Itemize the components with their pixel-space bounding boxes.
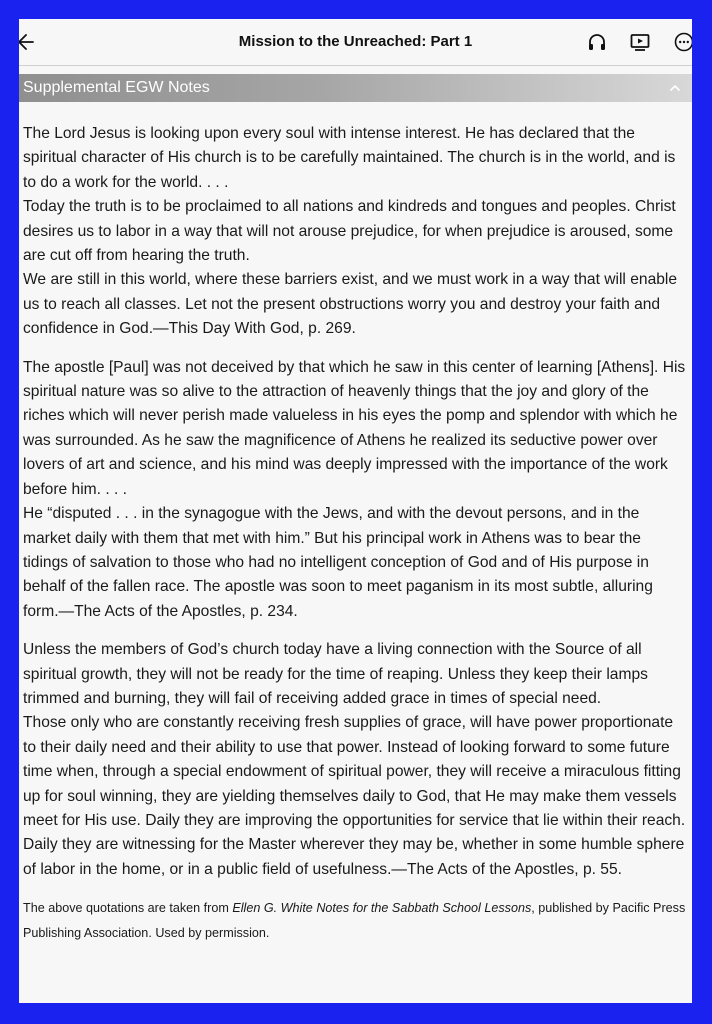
footnote-suffix: , published by Pacific Press Publishing Association. Used by permission. bbox=[23, 901, 686, 941]
footnote-book-title: Ellen G. White Notes for the Sabbath School Lessons bbox=[232, 901, 532, 916]
paragraph: Unless the members of God’s church today have a living connection with the Source of all spiritual growth, they will not be ready for the time of reaping. Unless they keep their lamps trimmed and burning, they will fail of receiving added grace in times of special need. Those only who are constantly receiving fresh supplies of grace, will have power proportionate to their daily need and their ability to use that power. Instead of looking forward to some future time when, through a special endowment of spiritual power, they will receive a miraculous fitting up for soul winning, they are yielding themselves daily to God, that He may make them vessels meet for His use. Daily they are improving the opportunities for service that lie within their reach. Daily they are witnessing for the Master wherever they may be, whether in some humble sphere of labor in the home, or in a public field of usefulness.—The Acts of the Apostles, p. 55. bbox=[23, 641, 686, 878]
top-bar bbox=[19, 19, 692, 66]
collapse-button[interactable] bbox=[668, 81, 682, 95]
more-options-button[interactable] bbox=[673, 31, 692, 53]
reader-window bbox=[19, 19, 692, 1003]
notes-content bbox=[23, 122, 689, 946]
paragraph: The apostle [Paul] was not deceived by that which he saw in this center of learning [Athens]. His spiritual nature was so alive to the attraction of heavenly things that the joy and glory of the riches which will never perish made valueless in his eyes the pomp and splendor with which he was surrounded. As he saw the magnificence of Athens he realized its seductive power over lovers of art and science, and his mind was deeply impressed with the importance of the work before him. . . . He “disputed . . . in the synagogue with the Jews, and with the devout persons, and in the market daily with them that met with him.” But his principal work in Athens was to bear the tidings of salvation to those who had no intelligent conception of God and of His purpose in behalf of the fallen race. The apostle was soon to meet paganism in its most subtle, alluring form.—The Acts of the Apostles, p. 234. bbox=[23, 358, 686, 620]
chevron-up-icon bbox=[668, 81, 682, 95]
audio-button[interactable] bbox=[586, 31, 608, 53]
page-title: Mission to the Unreached: Part 1 bbox=[238, 33, 473, 50]
video-button[interactable] bbox=[629, 31, 651, 53]
headphones-icon bbox=[586, 31, 608, 53]
footnote-prefix: The above quotations are taken from bbox=[23, 901, 233, 916]
paragraph: The Lord Jesus is looking upon every soul with intense interest. He has declared that the spiritual character of His church is to be carefully maintained. The church is in the world, and is to do a work for the world. . . . Today the truth is to be proclaimed to all nations and kindreds and tongues and peoples. Christ desires us to labor in a way that will not arouse prejudice, for when prejudice is aroused, some are cut off from hearing the truth. We are still in this world, where these barriers exist, and we must work in a way that will enable us to reach all classes. Let not the present obstructions worry you and destroy your faith and confidence in God.—This Day With God, p. 269. bbox=[23, 125, 678, 338]
section-title: Supplemental EGW Notes bbox=[23, 79, 210, 96]
section-header[interactable] bbox=[19, 74, 692, 102]
more-options-icon bbox=[673, 31, 692, 53]
attribution-footnote bbox=[23, 896, 689, 946]
play-video-icon bbox=[629, 31, 651, 53]
